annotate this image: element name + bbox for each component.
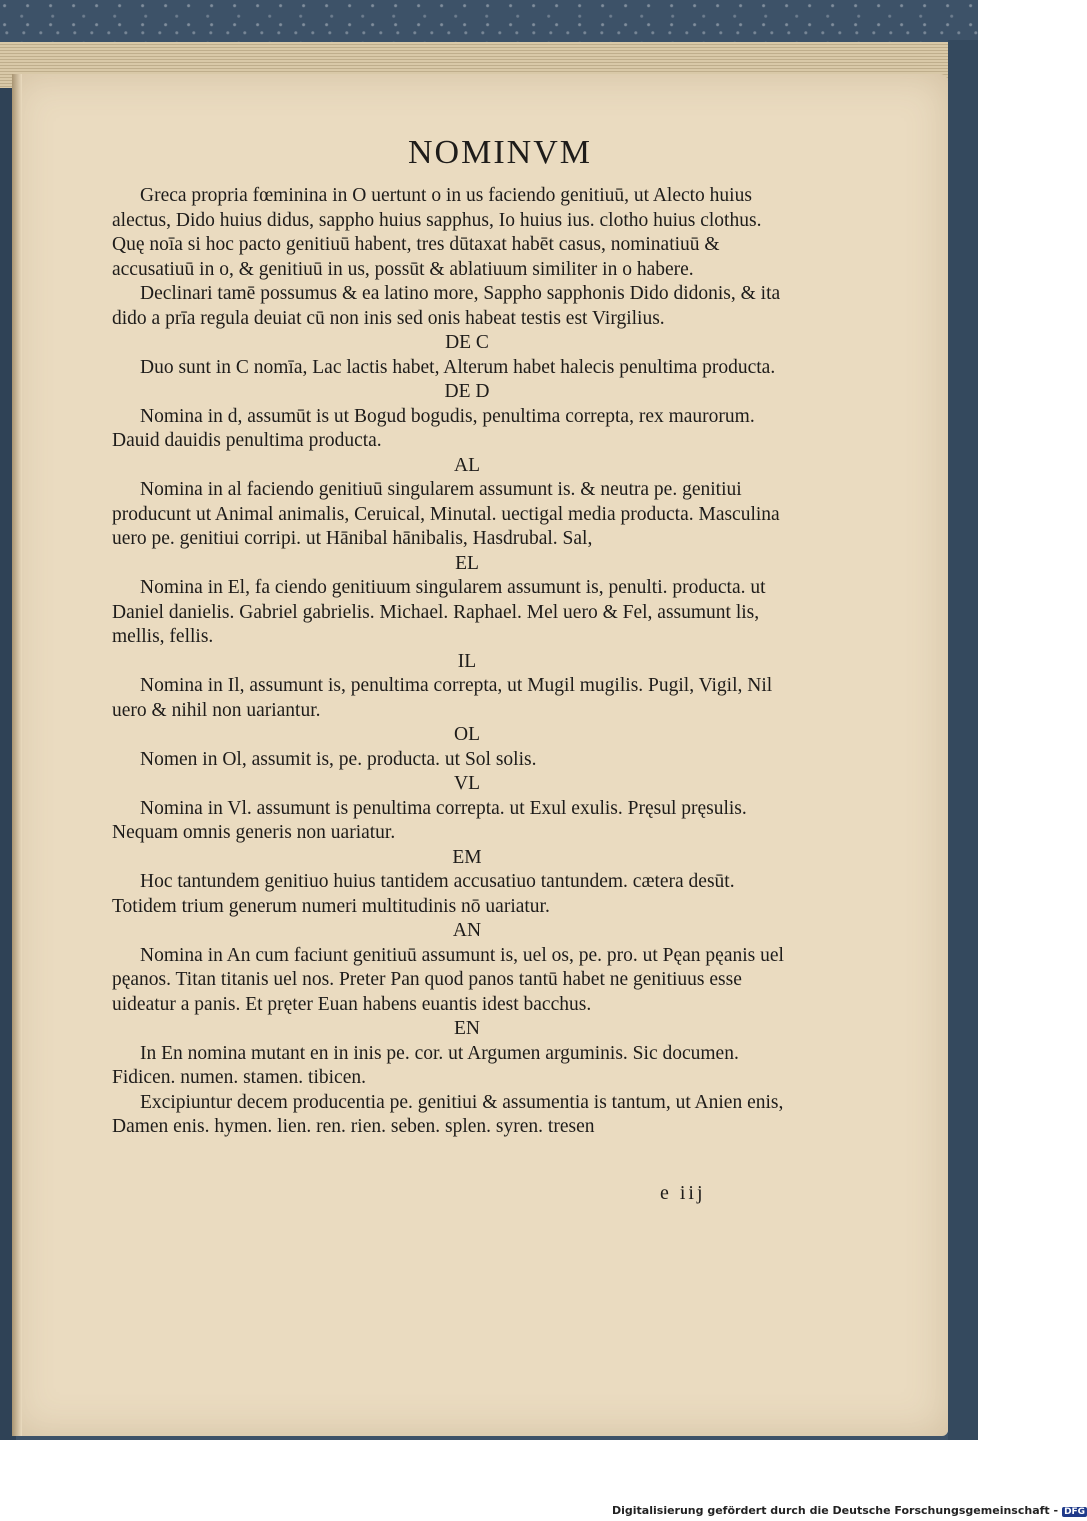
paragraph: Duo sunt in C nomīa, Lac lactis habet, Alterum habet halecis penultima producta. xyxy=(140,356,776,378)
section-heading: EM xyxy=(452,846,482,868)
paragraph: Nomina in al faciendo genitiuū singularem assumunt is. & neutra pe. genitiui producunt ut Animal animalis, Ceruical, Minutal. uectigal media producta. Masculina uero pe. genitiui corripi. ut Hānibal hānibalis, Hasdrubal. Sal, xyxy=(112,479,780,549)
paragraph: Nomina in Vl. assumunt is penultima correpta. ut Exul exulis. Pręsul pręsulis. Nequam omnis generis non uariatur. xyxy=(112,797,747,843)
paragraph: Greca propria fœminina in O uertunt o in us faciendo genitiuū, ut Alecto huius alectus, Dido huius didus, sappho huius sapphus, Io huius ius. clotho huius clothus. Quę noīa si hoc pacto genitiuū habent, tres dūtaxat habēt casus, nominatiuū & accusatiuū in o, & genitiuū in us, possūt & ablatiuum similiter in o habere. xyxy=(112,185,762,280)
section-heading: AL xyxy=(454,454,480,476)
paragraph: Declinari tamē possumus & ea latino more, Sappho sapphonis Dido didonis, & ita dido a prīa regula deuiat cū non inis sed onis habeat testis est Virgilius. xyxy=(112,283,781,329)
paragraph: Nomen in Ol, assumit is, pe. producta. ut Sol solis. xyxy=(140,748,537,770)
digitization-credit xyxy=(612,1504,1086,1517)
paragraph: In En nomina mutant en in inis pe. cor. ut Argumen arguminis. Sic documen. Fidicen. numen. stamen. tibicen. xyxy=(112,1042,739,1088)
page-gutter xyxy=(12,74,22,1436)
paragraph: Nomina in An cum faciunt genitiuū assumunt is, uel os, pe. pro. ut Pęan pęanis uel pęanos. Titan titanis uel nos. Preter Pan quod panos tantū habet ne genitiuus esse uideatur a panis. Et pręter Euan habens euantis idest bacchus. xyxy=(112,944,784,1015)
paragraph: Hoc tantundem genitiuo huius tantidem accusatiuo tantundem. cætera desūt. Totidem trium generum numeri multitudinis nō uariatur. xyxy=(112,871,735,917)
paragraph: Nomina in El, fa ciendo genitiuum singularem assumunt is, penulti. producta. ut Daniel danielis. Gabriel gabrielis. Michael. Raphael. Mel uero & Fel, assumunt lis, mellis, fellis. xyxy=(112,577,766,647)
section-heading: EN xyxy=(454,1018,480,1039)
section-heading: DE D xyxy=(444,381,490,402)
page-title: NOMINVM xyxy=(408,134,592,171)
paragraph: Nomina in d, assumūt is ut Bogud bogudis, penultima correpta, rex maurorum. Dauid dauidis penultima producta. xyxy=(112,405,755,451)
section-heading: IL xyxy=(457,650,477,672)
section-heading: DE C xyxy=(445,332,489,353)
page-text xyxy=(112,184,792,1140)
section-heading: EL xyxy=(455,552,479,574)
credit-text: Digitalisierung gefördert durch die Deutsche Forschungsgemeinschaft - xyxy=(612,1504,1059,1517)
signature-mark: e iij xyxy=(660,1182,706,1204)
section-heading: AN xyxy=(452,920,482,941)
paragraph: Nomina in Il, assumunt is, penultima correpta, ut Mugil mugilis. Pugil, Vigil, Nil uero & nihil non uariantur. xyxy=(112,675,773,721)
right-binding xyxy=(948,40,978,1440)
section-heading: VL xyxy=(454,773,480,794)
paragraph: Excipiuntur decem producentia pe. genitiui & assumentia is tantum, ut Anien enis, Damen enis. hymen. lien. ren. rien. seben. splen. syren. tresen xyxy=(112,1091,784,1137)
dfg-logo: DFG xyxy=(1064,1507,1086,1517)
book-page xyxy=(12,74,948,1436)
section-heading: OL xyxy=(454,724,480,745)
